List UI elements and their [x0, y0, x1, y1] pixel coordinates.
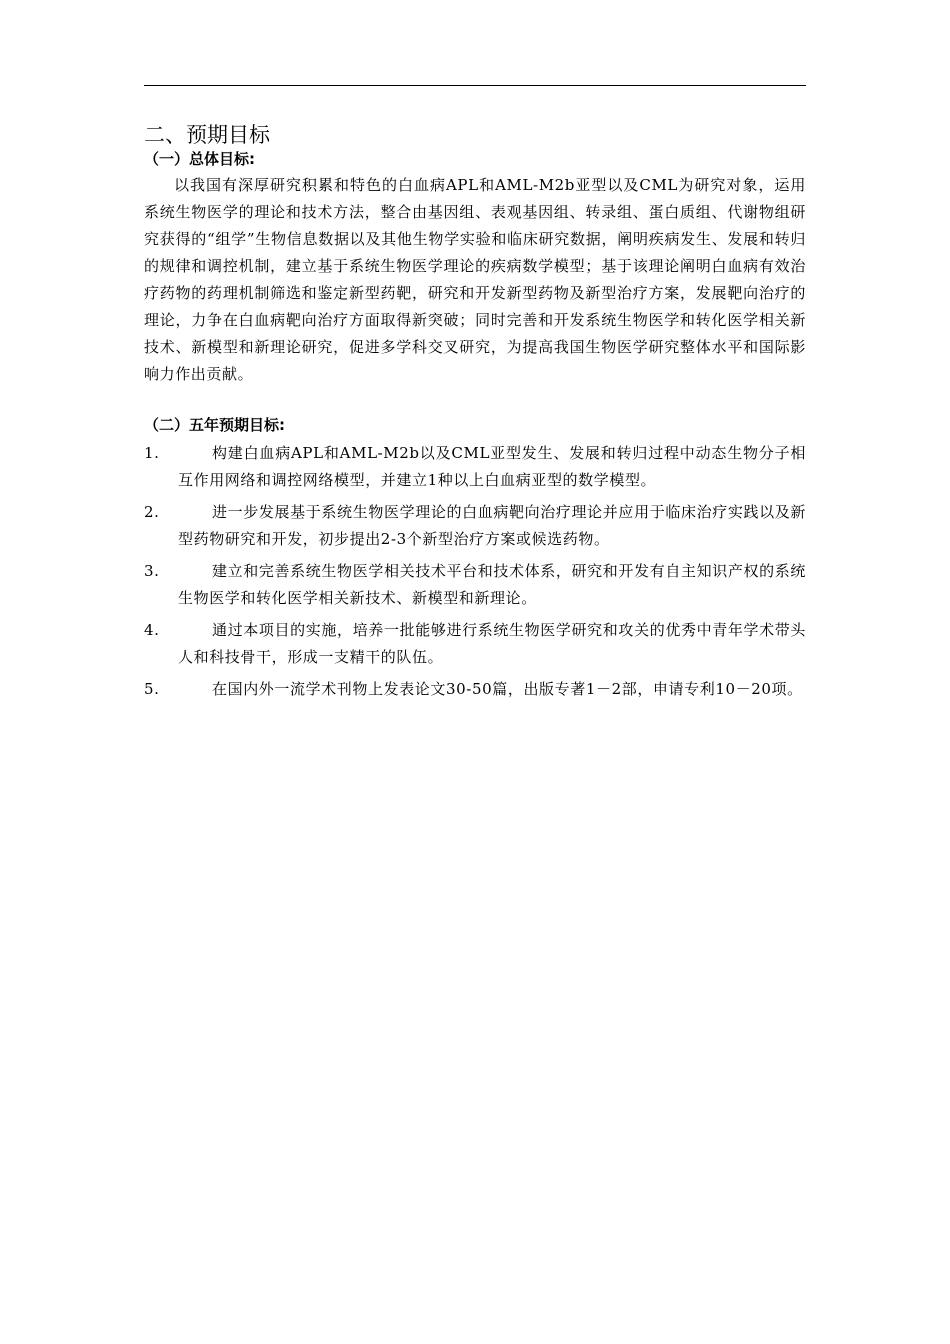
five-year-goal-heading: （二）五年预期目标:	[144, 416, 285, 434]
goal-item	[144, 617, 806, 671]
goal-item	[144, 440, 806, 494]
goal-number: 2.	[144, 503, 160, 521]
goal-text: 通过本项目的实施，培养一批能够进行系统生物医学研究和攻关的优秀中青年学术带头人和科技骨干，形成一支精干的队伍。	[178, 621, 806, 666]
goal-number: 1.	[144, 444, 160, 462]
goal-text: 建立和完善系统生物医学相关技术平台和技术体系，研究和开发有自主知识产权的系统生物医学和转化医学相关新技术、新模型和新理论。	[178, 562, 806, 607]
document-body	[144, 122, 806, 708]
goal-text: 进一步发展基于系统生物医学理论的白血病靶向治疗理论并应用于临床治疗实践以及新型药物研究和开发，初步提出2-3个新型治疗方案或候选药物。	[178, 503, 806, 548]
goal-number: 5.	[144, 680, 160, 698]
overall-goal-paragraph: 以我国有深厚研究积累和特色的白血病APL和AML-M2b亚型以及CML为研究对象，运用系统生物医学的理论和技术方法，整合由基因组、表观基因组、转录组、蛋白质组、代谢物组研究获得的“组学”生物信息数据以及其他生物学实验和临床研究数据，阐明疾病发生、发展和转归的规律和调控机制，建立基于系统生物医学理论的疾病数学模型；基于该理论阐明白血病有效治疗药物的药理机制筛选和鉴定新型药靶，研究和开发新型药物及新型治疗方案，发展靶向治疗的理论，力争在白血病靶向治疗方面取得新突破；同时完善和开发系统生物医学和转化医学相关新技术、新模型和新理论研究，促进多学科交叉研究，为提高我国生物医学研究整体水平和国际影响力作出贡献。	[144, 176, 806, 383]
goal-item	[144, 558, 806, 612]
overall-goal-heading: （一）总体目标:	[144, 150, 255, 168]
goal-item	[144, 676, 806, 703]
goal-text: 构建白血病APL和AML-M2b以及CML亚型发生、发展和转归过程中动态生物分子相互作用网络和调控网络模型，并建立1种以上白血病亚型的数学模型。	[178, 444, 806, 489]
goal-number: 4.	[144, 621, 160, 639]
header-rule	[144, 85, 806, 86]
goal-text: 在国内外一流学术刊物上发表论文30-50篇，出版专著1－2部，申请专利10－20项。	[212, 680, 803, 698]
section-title: 二、预期目标	[144, 123, 270, 147]
goal-number: 3.	[144, 562, 160, 580]
goal-item	[144, 499, 806, 553]
five-year-goal-list	[144, 440, 806, 703]
